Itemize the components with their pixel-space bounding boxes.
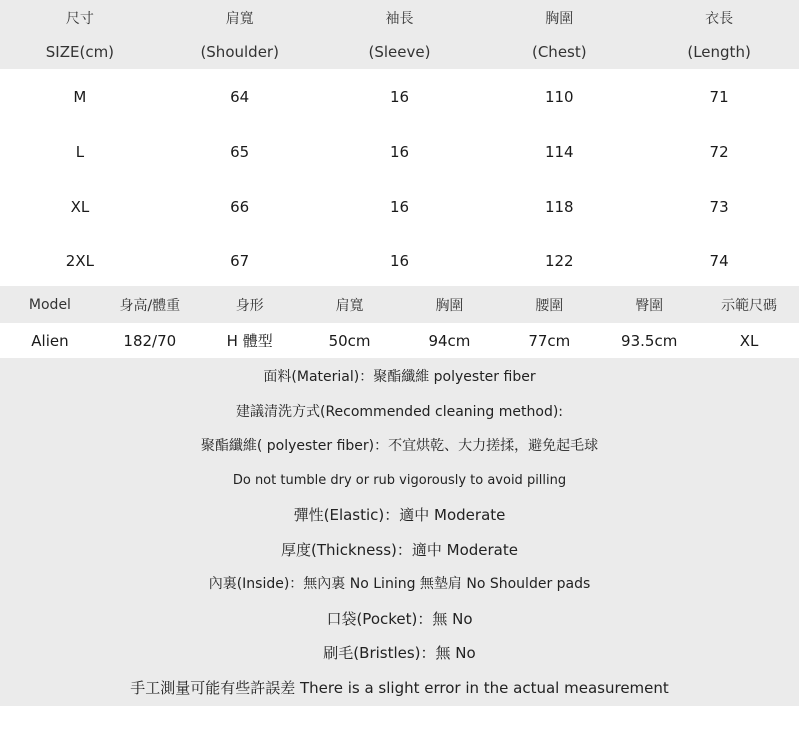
table-row	[0, 234, 799, 289]
model-height-weight: 182/70	[123, 331, 177, 350]
length-value: 71	[709, 88, 729, 106]
size-table-header	[0, 0, 799, 69]
model-chest: 94cm	[428, 331, 471, 350]
size-label: XL	[70, 197, 90, 216]
model-size: XL	[739, 331, 759, 350]
header-chest-en: (Chest)	[531, 42, 587, 61]
product-info-section	[0, 358, 799, 706]
size-table-body	[0, 69, 799, 286]
header-size-en: SIZE(cm)	[45, 42, 115, 61]
chest-value: 122	[544, 252, 574, 271]
sleeve-value: 16	[389, 197, 410, 216]
header-chest-zh: 胸圍	[545, 10, 574, 27]
header-sleeve-en: (Sleeve)	[368, 42, 431, 61]
table-row	[0, 69, 799, 125]
header-shoulder-zh: 肩寬	[225, 10, 254, 27]
length-value: 72	[709, 143, 729, 162]
inside-line: 內裏(Inside)：無內裏 No Lining 無墊肩 No Shoulder pads	[208, 576, 591, 592]
model-body-type: H 體型	[226, 332, 273, 350]
chest-value: 114	[544, 143, 574, 162]
header-length-en: (Length)	[687, 42, 751, 61]
measurement-error-line: 手工測量可能有些許誤差 There is a slight error in the actual measurement	[130, 678, 669, 697]
thickness-line: 厚度(Thickness)：適中 Moderate	[281, 540, 518, 559]
model-hip: 93.5cm	[621, 331, 678, 350]
sleeve-value: 16	[389, 88, 410, 106]
chest-value: 118	[544, 197, 574, 216]
model-shoulder: 50cm	[328, 331, 371, 350]
sleeve-value: 16	[389, 143, 410, 162]
size-header-en-row	[0, 34, 799, 69]
shoulder-value: 65	[230, 143, 250, 162]
model-header-chest: 胸圍	[435, 297, 464, 314]
shoulder-value: 66	[230, 197, 250, 216]
material-line: 面料(Material)：聚酯纖維 polyester fiber	[263, 369, 536, 385]
model-header-name: Model	[28, 296, 71, 313]
table-row	[0, 180, 799, 235]
sleeve-value: 16	[389, 252, 410, 271]
header-shoulder-en: (Shoulder)	[200, 42, 279, 61]
size-label: M	[73, 88, 87, 106]
model-table-header	[0, 286, 799, 323]
shoulder-value: 67	[230, 252, 250, 271]
size-label: L	[75, 143, 85, 162]
model-waist: 77cm	[528, 331, 571, 350]
cleaning-zh-line: 聚酯纖維( polyester fiber)：不宜烘乾、大力搓揉，避免起毛球	[200, 438, 599, 454]
cleaning-en-line: Do not tumble dry or rub vigorously to avoid pilling	[232, 472, 567, 488]
header-length-zh: 衣長	[705, 10, 734, 27]
length-value: 74	[709, 252, 729, 271]
bristles-line: 刷毛(Bristles)：無 No	[323, 644, 476, 662]
model-name: Alien	[31, 331, 69, 350]
model-header-size: 示範尺碼	[721, 297, 778, 314]
model-header-height-weight: 身高/體重	[119, 297, 181, 314]
model-header-shoulder: 肩寬	[335, 297, 364, 314]
model-header-waist: 腰圍	[535, 297, 564, 314]
chest-value: 110	[544, 88, 574, 106]
model-header-body-type: 身形	[235, 297, 264, 314]
pocket-line: 口袋(Pocket)：無 No	[326, 609, 473, 628]
size-label: 2XL	[65, 252, 94, 271]
length-value: 73	[709, 197, 729, 216]
elastic-line: 彈性(Elastic)：適中 Moderate	[293, 506, 506, 524]
header-sleeve-zh: 袖長	[385, 10, 414, 27]
table-row	[0, 125, 799, 180]
header-size-zh: 尺寸	[65, 10, 94, 27]
cleaning-title-line: 建議清洗方式(Recommended cleaning method):	[235, 403, 564, 420]
shoulder-value: 64	[230, 88, 250, 106]
size-header-zh-row	[0, 0, 799, 34]
model-table-row	[0, 323, 799, 358]
model-header-hip: 臀圍	[635, 297, 664, 314]
